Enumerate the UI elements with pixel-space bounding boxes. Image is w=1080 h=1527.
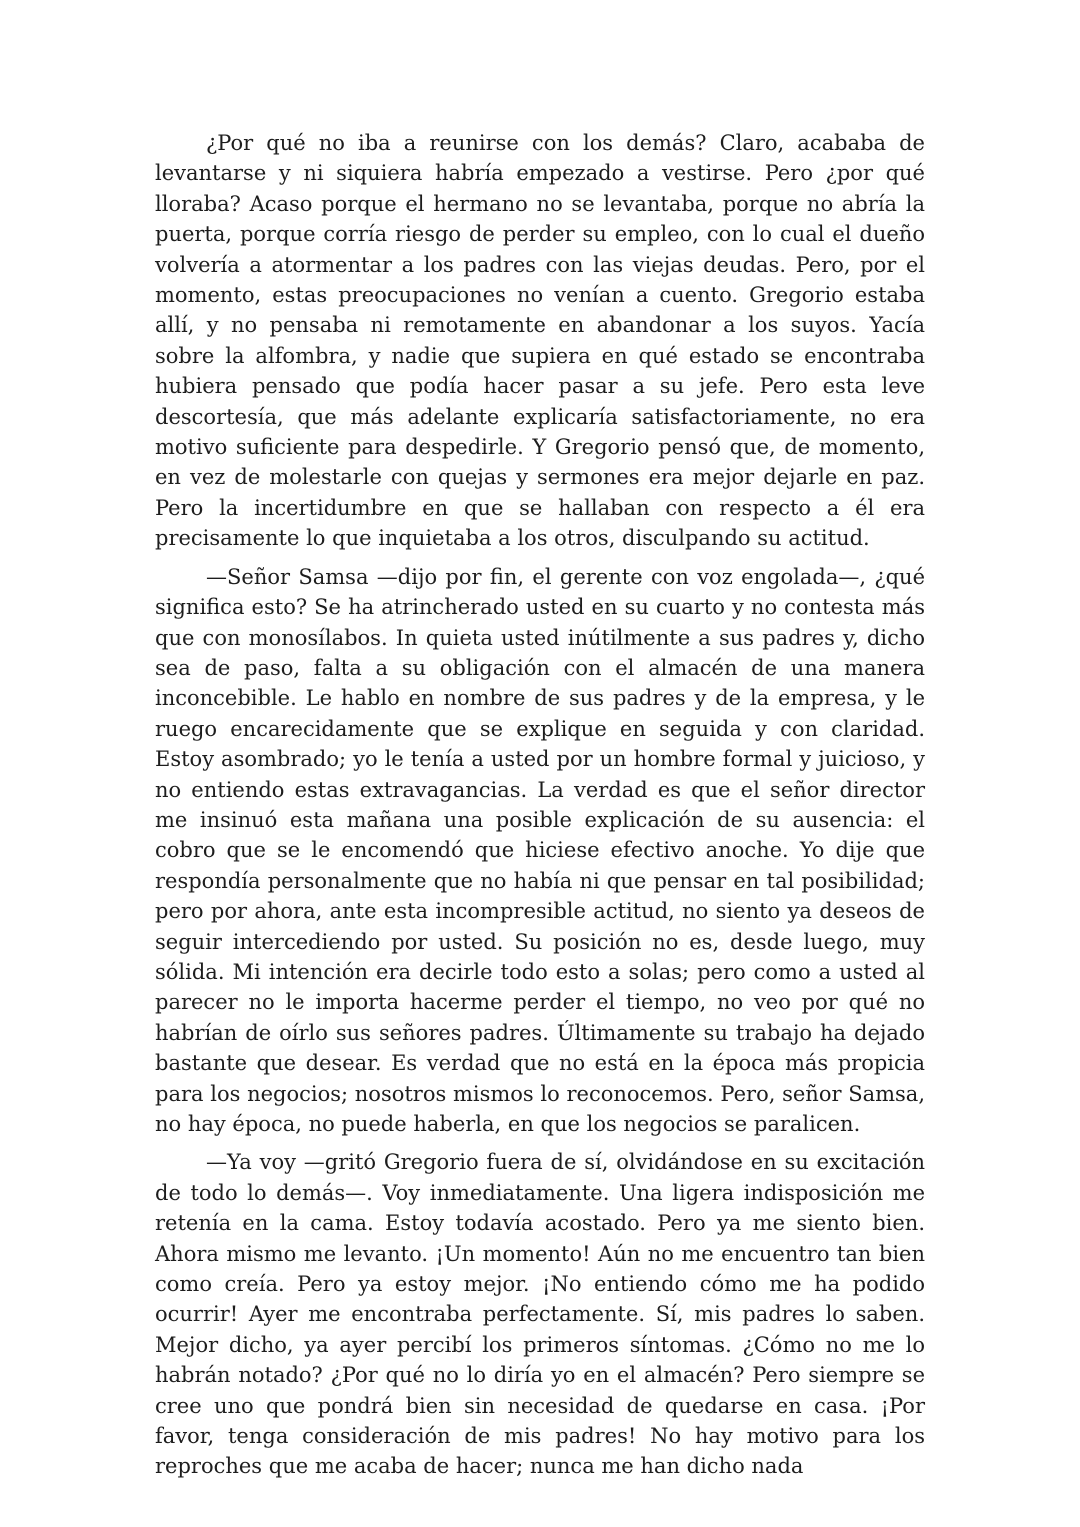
- paragraph-1: ¿Por qué no iba a reunirse con los demás? Claro, acababa de levantarse y ni siquiera habría empezado a vestirse. Pero ¿por qué lloraba? Acaso porque el hermano no se levantaba, porque no abría la puerta, porque corría riesgo de perder su empleo, con lo cual el dueño volvería a atormentar a los padres con las viejas deudas. Pero, por el momento, estas preocupaciones no venían a cuento. Gregorio estaba allí, y no pensaba ni remotamente en abandonar a los suyos. Yacía sobre la alfombra, y nadie que supiera en qué estado se encontraba hubiera pensado que podía hacer pasar a su jefe. Pero esta leve descortesía, que más adelante explicaría satisfactoriamente, no era motivo suficiente para despedirle. Y Gregorio pensó que, de momento, en vez de molestarle con quejas y sermones era mejor dejarle en paz. Pero la incertidumbre en que se hallaban con respecto a él era precisamente lo que inquietaba a los otros, disculpando su actitud.: [155, 131, 925, 551]
- paragraph-2: —Señor Samsa —dijo por fin, el gerente con voz engolada—, ¿qué significa esto? Se ha atrincherado usted en su cuarto y no contesta más que con monosílabos. In quieta usted inútilmente a sus padres y, dicho sea de paso, falta a su obligación con el almacén de una manera inconcebible. Le hablo en nombre de sus padres y de la empresa, y le ruego encarecidamente que se explique en seguida y con claridad. Estoy asombrado; yo le tenía a usted por un hombre formal y juicioso, y no entiendo estas extravagancias. La verdad es que el señor director me insinuó esta mañana una posible explicación de su ausencia: el cobro que se le encomendó que hiciese efectivo anoche. Yo dije que respondía personalmente que no había ni que pensar en tal posibilidad; pero por ahora, ante esta incompresible actitud, no siento ya deseos de seguir intercediendo por usted. Su posición no es, desde luego, muy sólida. Mi intención era decirle todo esto a solas; pero como a usted al parecer no le importa hacerme perder el tiempo, no veo por qué no habrían de oírlo sus señores padres. Últimamente su trabajo ha dejado bastante que desear. Es verdad que no está en la época más propicia para los negocios; nosotros mismos lo reconocemos. Pero, señor Samsa, no hay época, no puede haberla, en que los negocios se paralicen.: [155, 564, 925, 1136]
- book-page: [155, 128, 925, 1490]
- paragraph-3: —Ya voy —gritó Gregorio fuera de sí, olvidándose en su excitación de todo lo demás—. Voy inmediatamente. Una ligera indisposición me retenía en la cama. Estoy todavía acostado. Pero ya me siento bien. Ahora mismo me levanto. ¡Un momento! Aún no me encuentro tan bien como creía. Pero ya estoy mejor. ¡No entiendo cómo me ha podido ocurrir! Ayer me encontraba perfectamente. Sí, mis padres lo saben. Mejor dicho, ya ayer percibí los primeros síntomas. ¿Cómo no me lo habrán notado? ¿Por qué no lo diría yo en el almacén? Pero siempre se cree uno que pondrá bien sin necesidad de quedarse en casa. ¡Por favor, tenga consideración de mis padres! No hay motivo para los reproches que me acaba de hacer; nunca me han dicho nada: [155, 1150, 925, 1479]
